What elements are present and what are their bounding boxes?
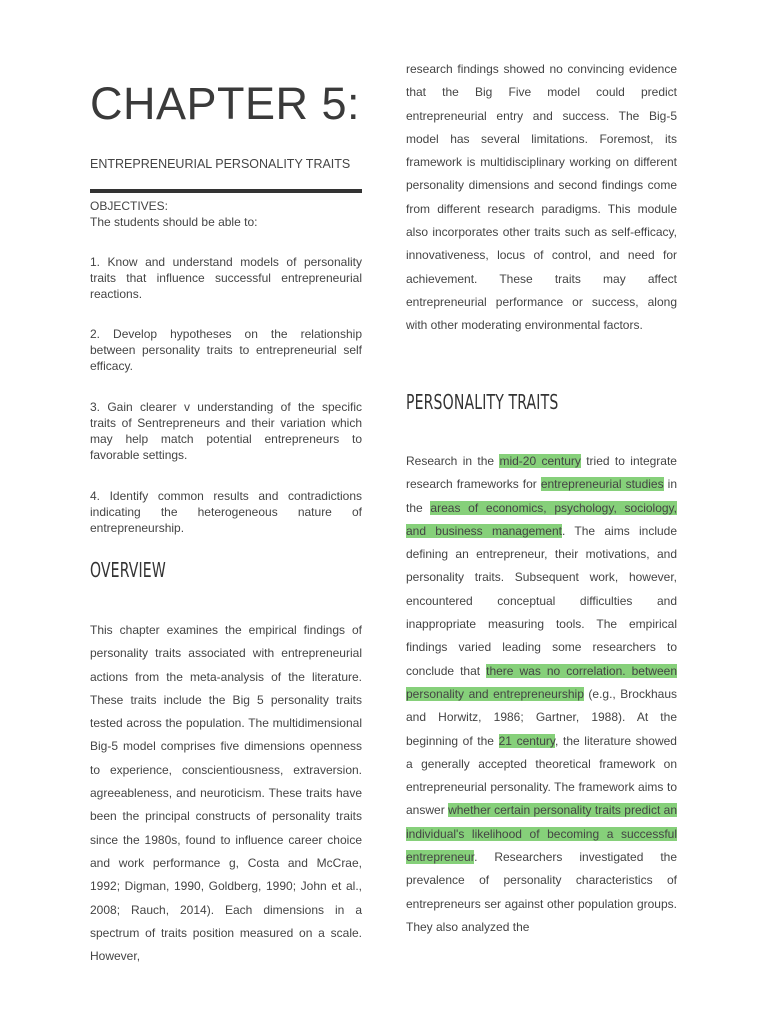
objective-item: 4. Identify common results and contradictions indicating the heterogeneous nature of entrepreneurship.	[90, 489, 362, 535]
paragraph-text: Research in the	[406, 454, 500, 468]
objectives-intro: The students should be able to:	[90, 215, 258, 229]
personality-traits-heading: PERSONALITY TRAITS	[406, 390, 559, 414]
paragraph-text: . The aims include defining an entrepreneur, their motivations, and personality traits. Subsequent work, however, encountered conceptual difficulties and inappropriate measuring tools. The empirical findings varied leading some researchers to conclude that	[406, 523, 678, 678]
objectives-label: OBJECTIVES:	[90, 199, 169, 213]
paragraph-text: , the literature showed a generally accepted theoretical framework on entrepreneurial personality. The framework aims to answer	[406, 733, 677, 818]
objective-item: 2. Develop hypotheses on the relationship between personality traits to entrepreneurial self efficacy.	[90, 327, 362, 373]
highlighted-text: mid-20 century	[499, 454, 581, 468]
highlighted-text: 21 century	[498, 733, 556, 748]
chapter-subtitle: ENTREPRENEURIAL PERSONALITY TRAITS	[90, 157, 351, 171]
objective-item: 1. Know and understand models of personality traits that influence successful entrepreneurial reactions.	[90, 255, 362, 301]
paragraph-text: tried to integrate research frameworks for	[406, 454, 677, 492]
overview-heading: OVERVIEW	[90, 558, 166, 582]
overview-paragraph: This chapter examines the empirical findings of personality traits associated with entrepreneurial actions from the meta-analysis of the literature. These traits include the Big 5 personality traits tested across the population. The multidimensional Big-5 model comprises five dimensions openness to experience, conscientiousness, extraversion. agreeableness, and neuroticism. These traits have been the principal constructs of personality traits since the 1980s, found to influence career choice and work performance g, Costa and McCrae, 1992; Digman, 1990, Goldberg, 1990; John et al., 2008; Rauch, 2014). Each dimensions in a spectrum of traits position measured on a scale. However,	[90, 623, 362, 964]
chapter-title: CHAPTER 5:	[90, 78, 361, 129]
continued-paragraph: research findings showed no convincing evidence that the Big Five model could predict entrepreneurial entry and success. The Big-5 model has several limitations. Foremost, its framework is multidisciplinary working on different personality dimensions and second findings come from different research paradigms. This module also incorporates other traits such as self-efficacy, innovativeness, locus of control, and need for achievement. These traits may affect entrepreneurial performance or success, along with other moderating environmental factors.	[406, 62, 677, 333]
paragraph-text: in the	[406, 477, 677, 515]
paragraph-text: . Researchers investigated the prevalence of personality characteristics of entrepreneurs ser against other population groups. They also analyzed the	[406, 850, 677, 934]
highlighted-text: areas of economics, psychology, sociology, and business management	[406, 500, 677, 538]
highlighted-text: entrepreneurial studies	[540, 477, 664, 492]
objectives-header	[90, 198, 362, 230]
title-divider	[90, 189, 362, 193]
paragraph-text: (e.g., Brockhaus and Horwitz, 1986; Gartner, 1988). At the beginning of the	[406, 686, 677, 748]
highlighted-text: there was no correlation. between personality and entrepreneurship	[406, 663, 677, 701]
objective-item: 3. Gain clearer v understanding of the specific traits of Sentrepreneurs and their variation which may help match potential entrepreneurs to favorable settings.	[90, 400, 362, 462]
personality-traits-paragraph	[406, 450, 677, 939]
highlighted-text: whether certain personality traits predict an individual's likelihood of becoming a successful entrepreneur	[406, 803, 677, 865]
